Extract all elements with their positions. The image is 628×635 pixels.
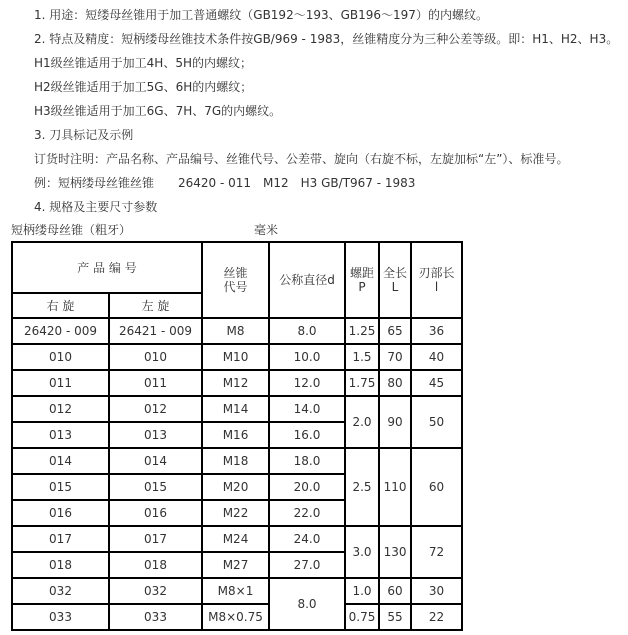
cell-right: 013 xyxy=(12,422,109,448)
header-tap-code-line1: 丝锥 xyxy=(223,266,248,280)
cell-left: 26421 - 009 xyxy=(109,318,202,344)
cell-right: 032 xyxy=(12,578,109,604)
cell-code: M8 xyxy=(202,318,269,344)
cell-diameter: 14.0 xyxy=(269,396,345,422)
cell-code: M14 xyxy=(202,396,269,422)
header-product-no: 产 品 编 号 xyxy=(12,242,202,293)
cell-total-length: 90 xyxy=(379,396,411,448)
cell-diameter: 24.0 xyxy=(269,526,345,552)
cell-left: 016 xyxy=(109,500,202,526)
cell-edge-length: 22 xyxy=(411,604,462,630)
header-edge-length xyxy=(411,242,462,318)
cell-edge-length: 40 xyxy=(411,344,462,370)
cell-pitch: 1.75 xyxy=(345,370,379,396)
cell-right: 016 xyxy=(12,500,109,526)
paragraph-ordering: 订货时注明：产品名称、产品编号、丝锥代号、公差带、旋向（右旋不标，左旋加标“左”）、标准号。 xyxy=(34,152,569,166)
cell-code: M8×1 xyxy=(202,578,269,604)
unit-label: 毫米 xyxy=(254,223,279,237)
cell-right: 011 xyxy=(12,370,109,396)
header-edge-length-line1: 刃部长 xyxy=(418,266,455,280)
header-total-length xyxy=(379,242,411,318)
cell-diameter: 18.0 xyxy=(269,448,345,474)
cell-diameter: 16.0 xyxy=(269,422,345,448)
cell-left: 032 xyxy=(109,578,202,604)
cell-code: M12 xyxy=(202,370,269,396)
header-total-length-line2: L xyxy=(391,280,399,294)
cell-right: 010 xyxy=(12,344,109,370)
cell-diameter: 8.0 xyxy=(269,318,345,344)
cell-edge-length: 60 xyxy=(411,448,462,526)
cell-total-length: 65 xyxy=(379,318,411,344)
cell-right: 033 xyxy=(12,604,109,630)
cell-left: 015 xyxy=(109,474,202,500)
cell-code: M16 xyxy=(202,422,269,448)
cell-total-length: 60 xyxy=(379,578,411,604)
cell-code: M8×0.75 xyxy=(202,604,269,630)
header-nominal-diameter: 公称直径d xyxy=(269,242,345,318)
paragraph-h1: H1级丝锥适用于加工4H、5H的内螺纹； xyxy=(34,56,252,70)
cell-pitch: 3.0 xyxy=(345,526,379,578)
cell-diameter: 27.0 xyxy=(269,552,345,578)
cell-edge-length: 72 xyxy=(411,526,462,578)
table-caption: 短柄缕母丝锥（粗牙） xyxy=(11,223,132,237)
cell-right: 018 xyxy=(12,552,109,578)
header-pitch-line2: P xyxy=(358,280,366,294)
paragraph-spec-heading: 4. 规格及主要尺寸参数 xyxy=(34,200,158,214)
cell-total-length: 55 xyxy=(379,604,411,630)
cell-total-length: 70 xyxy=(379,344,411,370)
cell-diameter: 8.0 xyxy=(269,578,345,630)
cell-pitch: 1.0 xyxy=(345,578,379,604)
cell-left: 014 xyxy=(109,448,202,474)
cell-total-length: 80 xyxy=(379,370,411,396)
cell-pitch: 1.25 xyxy=(345,318,379,344)
cell-total-length: 130 xyxy=(379,526,411,578)
cell-right: 015 xyxy=(12,474,109,500)
cell-left: 033 xyxy=(109,604,202,630)
spec-table xyxy=(11,241,463,631)
cell-edge-length: 36 xyxy=(411,318,462,344)
cell-left: 018 xyxy=(109,552,202,578)
cell-code: M10 xyxy=(202,344,269,370)
cell-edge-length: 45 xyxy=(411,370,462,396)
cell-right: 014 xyxy=(12,448,109,474)
cell-code: M20 xyxy=(202,474,269,500)
header-edge-length-line2: l xyxy=(434,280,439,294)
cell-edge-length: 50 xyxy=(411,396,462,448)
cell-pitch: 2.5 xyxy=(345,448,379,526)
header-pitch xyxy=(345,242,379,318)
cell-code: M18 xyxy=(202,448,269,474)
header-tap-code xyxy=(202,242,269,318)
cell-pitch: 1.5 xyxy=(345,344,379,370)
cell-edge-length: 30 xyxy=(411,578,462,604)
header-left-hand: 左 旋 xyxy=(109,293,202,318)
cell-code: M22 xyxy=(202,500,269,526)
cell-code: M24 xyxy=(202,526,269,552)
paragraph-h3: H3级丝锥适用于加工6G、7H、7G的内螺纹。 xyxy=(34,104,282,118)
cell-left: 012 xyxy=(109,396,202,422)
header-total-length-line1: 全长 xyxy=(383,266,408,280)
cell-code: M27 xyxy=(202,552,269,578)
header-tap-code-line2: 代号 xyxy=(223,280,248,294)
cell-diameter: 20.0 xyxy=(269,474,345,500)
cell-diameter: 10.0 xyxy=(269,344,345,370)
paragraph-features: 2. 特点及精度：短柄缕母丝锥技术条件按GB/969 - 1983，丝锥精度分为三种公差等级。即：H1、H2、H3。 xyxy=(34,32,619,46)
cell-right: 012 xyxy=(12,396,109,422)
paragraph-marking-heading: 3. 刀具标记及示例 xyxy=(34,128,134,142)
header-pitch-line1: 螺距 xyxy=(350,266,375,280)
header-right-hand: 右 旋 xyxy=(12,293,109,318)
cell-total-length: 110 xyxy=(379,448,411,526)
cell-left: 011 xyxy=(109,370,202,396)
cell-pitch: 2.0 xyxy=(345,396,379,448)
paragraph-usage: 1. 用途：短缕母丝锥用于加工普通螺纹（GB192～193、GB196～197）的内螺纹。 xyxy=(34,8,488,22)
cell-left: 010 xyxy=(109,344,202,370)
cell-pitch: 0.75 xyxy=(345,604,379,630)
cell-left: 013 xyxy=(109,422,202,448)
cell-right: 26420 - 009 xyxy=(12,318,109,344)
paragraph-h2: H2级丝锥适用于加工5G、6H的内螺纹； xyxy=(34,80,253,94)
cell-diameter: 22.0 xyxy=(269,500,345,526)
cell-right: 017 xyxy=(12,526,109,552)
cell-left: 017 xyxy=(109,526,202,552)
cell-diameter: 12.0 xyxy=(269,370,345,396)
paragraph-example: 例：短柄缕母丝锥丝锥 26420 - 011 M12 H3 GB/T967 - 1983 xyxy=(34,176,416,190)
